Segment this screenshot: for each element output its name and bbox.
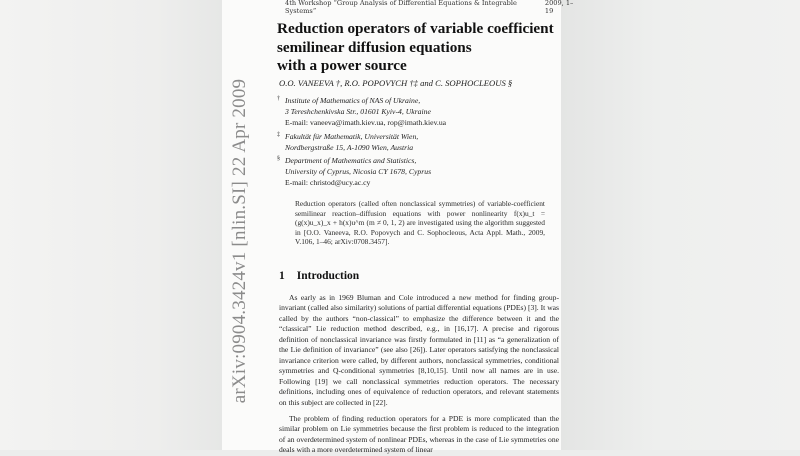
affiliation-line: Nordbergstraße 15, A-1090 Wien, Austria	[285, 142, 414, 152]
affiliation-mark: †	[277, 96, 280, 102]
body-paragraph: As early as in 1969 Bluman and Cole introduced a new method for finding group-invariant (called also similarity) solutions of partial differential equations (PDEs) [3]. It was called by the authors “non-classical” to emphasize the difference between it and the “classical” Lie reduction method described, e.g., in [16,17]. A precise and rigorous definition of nonclassical invariance was firstly formulated in [11] as “a generalization of the Lie definition of invariance” (see also [26]). Later operators satisfying the nonclassical invariance criterion were called, by different authors, nonclassical symmetries, conditional symmetries and Q-conditional symmetries [8,10,15]. Until now all names are in use. Following [19] we call nonclassical symmetries reduction operators. The necessary definitions, including ones of equivalence of reduction operators, and relevant statements on this subject are collected in [22].	[279, 293, 559, 407]
affiliation-email: E-mail: christod@ucy.ac.cy	[285, 177, 371, 187]
running-header	[285, 0, 581, 15]
affiliation	[277, 156, 431, 188]
arxiv-stamp	[223, 78, 257, 404]
affiliation-email: E-mail: vaneeva@imath.kiev.ua, rop@imath.kiev.ua	[285, 117, 447, 127]
affiliation-line: 3 Tereshchenkivska Str., 01601 Kyiv-4, Ukraine	[285, 106, 431, 116]
affiliation-line: Fakultät für Mathematik, Universität Wien,	[285, 132, 419, 141]
header-left: 4th Workshop “Group Analysis of Differential Equations & Integrable Systems”	[285, 0, 517, 15]
affiliation-mark: ‡	[277, 132, 280, 138]
author-list: O.O. VANEEVA †, R.O. POPOVYCH †‡ and C. SOPHOCLEOUS §	[279, 78, 513, 88]
affiliation-line: Institute of Mathematics of NAS of Ukraine,	[285, 96, 421, 105]
header-right: 2009, 1–19	[544, 0, 574, 15]
body-paragraph: The problem of finding reduction operators for a PDE is more complicated than the similar problem on Lie symmetries because the first problem is reduced to the integration of an overdetermined system of nonlinear PDEs, whereas in the case of Lie symmetries one deals with a more overdetermined system of linear	[279, 414, 559, 455]
title-line: with a power source	[277, 57, 407, 74]
paper-page	[222, 0, 574, 455]
abstract: Reduction operators (called often nonclassical symmetries) of variable-coefficient semilinear reaction–diffusion equations with power nonlinearity f(x)u_t = (g(x)u_x)_x + h(x)u^m (m ≠ 0, 1, 2) are investigated using the algorithm suggested in [O.O. Vaneeva, R.O. Popovych and C. Sophocleous, Acta Appl. Math., 2009, V.106, 1–46; arXiv:0708.3457].	[295, 199, 545, 247]
viewer-background-left	[0, 0, 222, 450]
arxiv-identifier: arXiv:0904.3424v1 [nlin.SI] 22 Apr 2009	[229, 78, 250, 404]
affiliation-line: University of Cyprus, Nicosia CY 1678, Cyprus	[285, 166, 432, 176]
paper-title	[277, 20, 557, 76]
section-title: Introduction	[296, 270, 360, 282]
affiliation-mark: §	[277, 156, 280, 162]
title-line: Reduction operators of variable coefficient	[277, 20, 554, 37]
section-number: 1	[279, 270, 285, 282]
affiliation-line: Department of Mathematics and Statistics,	[285, 156, 417, 165]
affiliation	[277, 96, 446, 128]
title-line: semilinear diffusion equations	[277, 38, 472, 56]
viewer-background-right	[561, 0, 800, 450]
affiliation	[277, 132, 418, 154]
section-heading	[279, 270, 359, 282]
